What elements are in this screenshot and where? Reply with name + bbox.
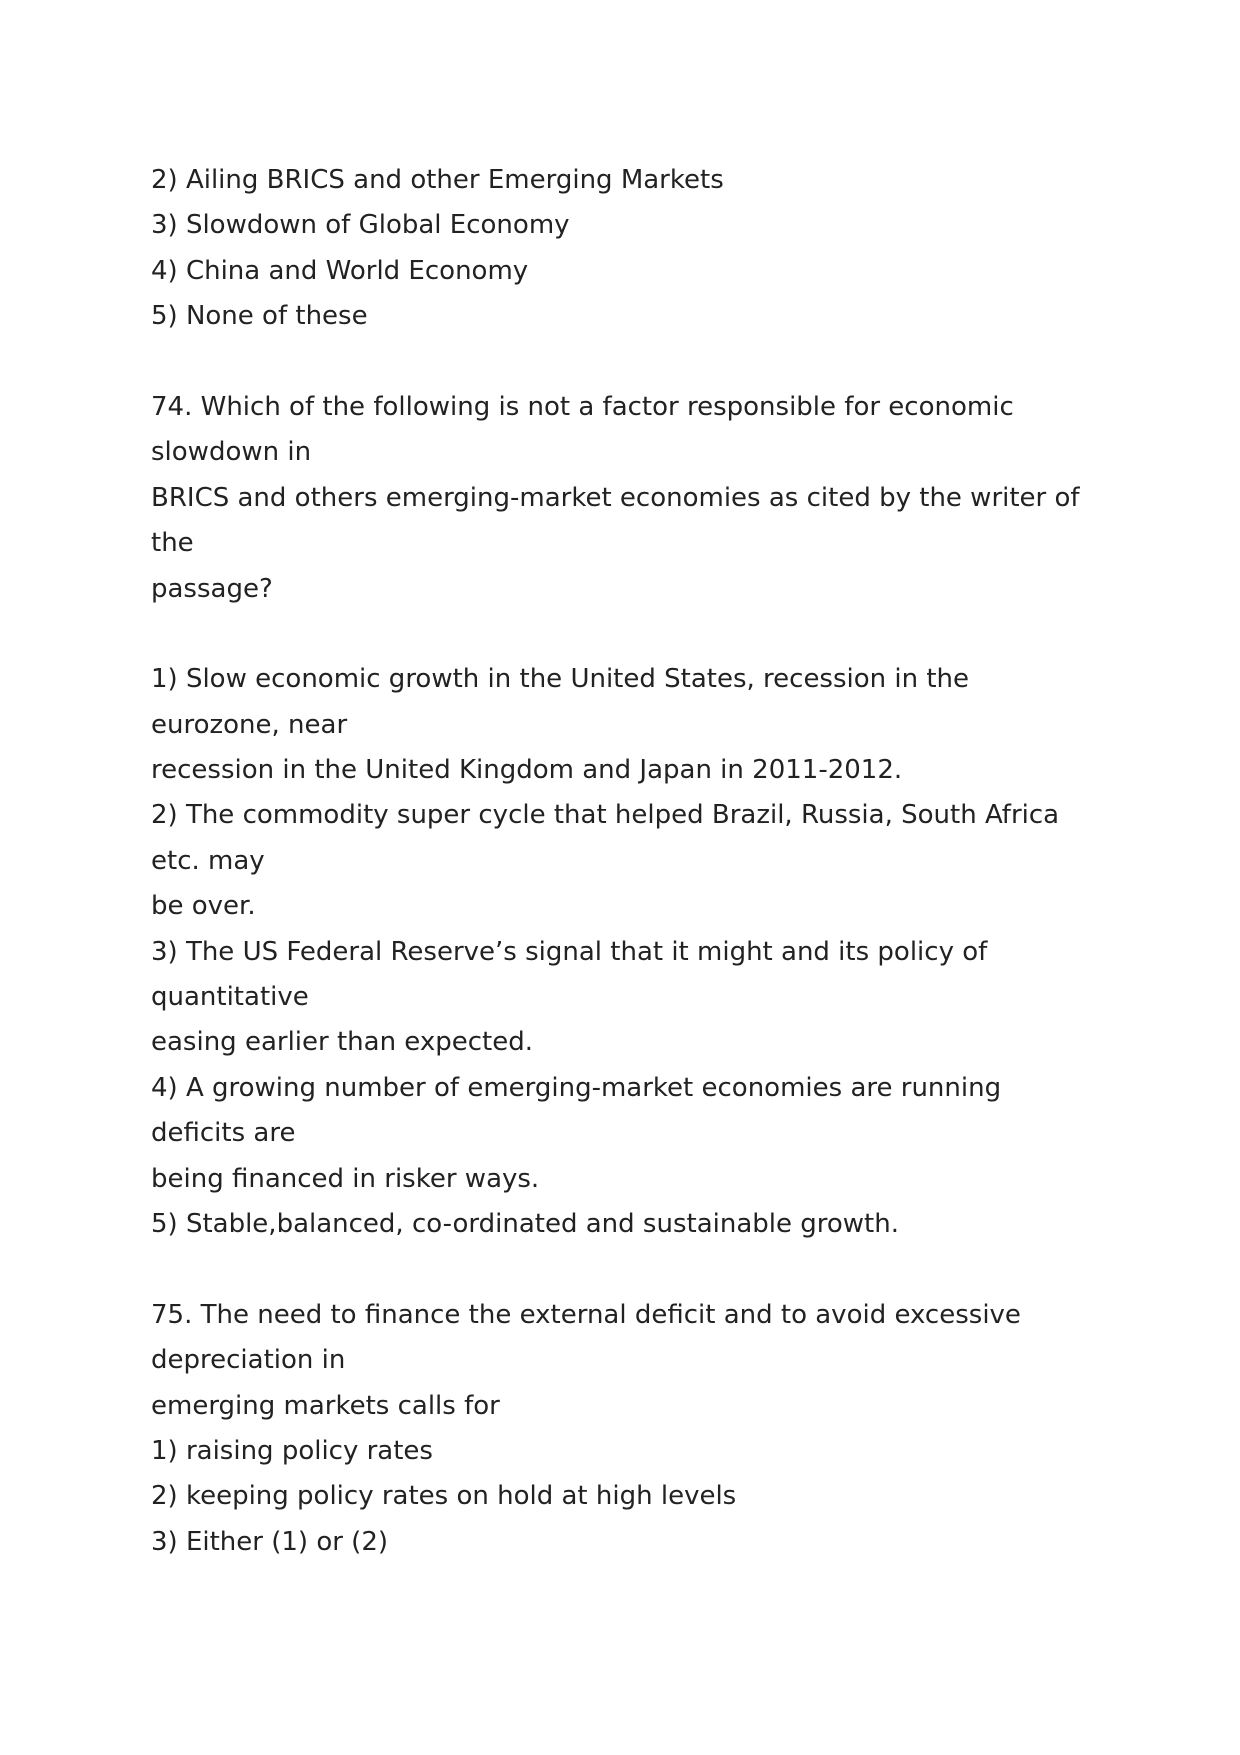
question-75-option-line: 2) keeping policy rates on hold at high levels [151, 1481, 737, 1512]
question-75-text: 75. The need to finance the external deficit and to avoid excessive [151, 1299, 1021, 1330]
question-74-option-line: etc. may [151, 845, 265, 876]
question-74-text: the [151, 528, 194, 559]
page-content [151, 158, 1111, 1565]
question-74-option-line: 3) The US Federal Reserve’s signal that it might and its policy of [151, 936, 988, 967]
option-3: 3) Slowdown of Global Economy [151, 210, 570, 241]
question-74-option-line: being financed in risker ways. [151, 1163, 540, 1194]
question-75-text: depreciation in [151, 1345, 346, 1376]
question-74-option-line: deficits are [151, 1118, 296, 1149]
question-74-option-line: 1) Slow economic growth in the United States, recession in the [151, 664, 970, 695]
question-74 [151, 385, 1111, 1247]
spacer [151, 1247, 1111, 1292]
question-74-text: 74. Which of the following is not a factor responsible for economic [151, 391, 1014, 422]
option-4: 4) China and World Economy [151, 255, 529, 286]
question-74-text: slowdown in [151, 437, 312, 468]
question-75-text: emerging markets calls for [151, 1390, 500, 1421]
question-74-option-line: be over. [151, 891, 256, 922]
question-74-options [151, 657, 1111, 1247]
prev-question-options [151, 158, 1111, 340]
question-74-option-line: 2) The commodity super cycle that helped Brazil, Russia, South Africa [151, 800, 1060, 831]
option-5: 5) None of these [151, 301, 368, 332]
question-74-option-line: quantitative [151, 982, 309, 1013]
question-74-option-line: 4) A growing number of emerging-market economies are running [151, 1072, 1002, 1103]
question-75-option-line: 3) Either (1) or (2) [151, 1526, 389, 1557]
question-75-options [151, 1429, 1111, 1565]
question-74-option-line: 5) Stable,balanced, co-ordinated and sustainable growth. [151, 1208, 899, 1239]
question-74-text: passage? [151, 573, 273, 604]
option-2: 2) Ailing BRICS and other Emerging Markets [151, 165, 724, 195]
question-74-option-line: eurozone, near [151, 709, 348, 740]
spacer [151, 612, 1111, 657]
spacer [151, 340, 1111, 385]
question-74-text: BRICS and others emerging-market economies as cited by the writer of [151, 482, 1080, 513]
question-74-option-line: easing earlier than expected. [151, 1027, 533, 1058]
question-75-option-line: 1) raising policy rates [151, 1435, 433, 1466]
question-74-option-line: recession in the United Kingdom and Japan in 2011-2012. [151, 755, 903, 786]
question-75 [151, 1293, 1111, 1565]
